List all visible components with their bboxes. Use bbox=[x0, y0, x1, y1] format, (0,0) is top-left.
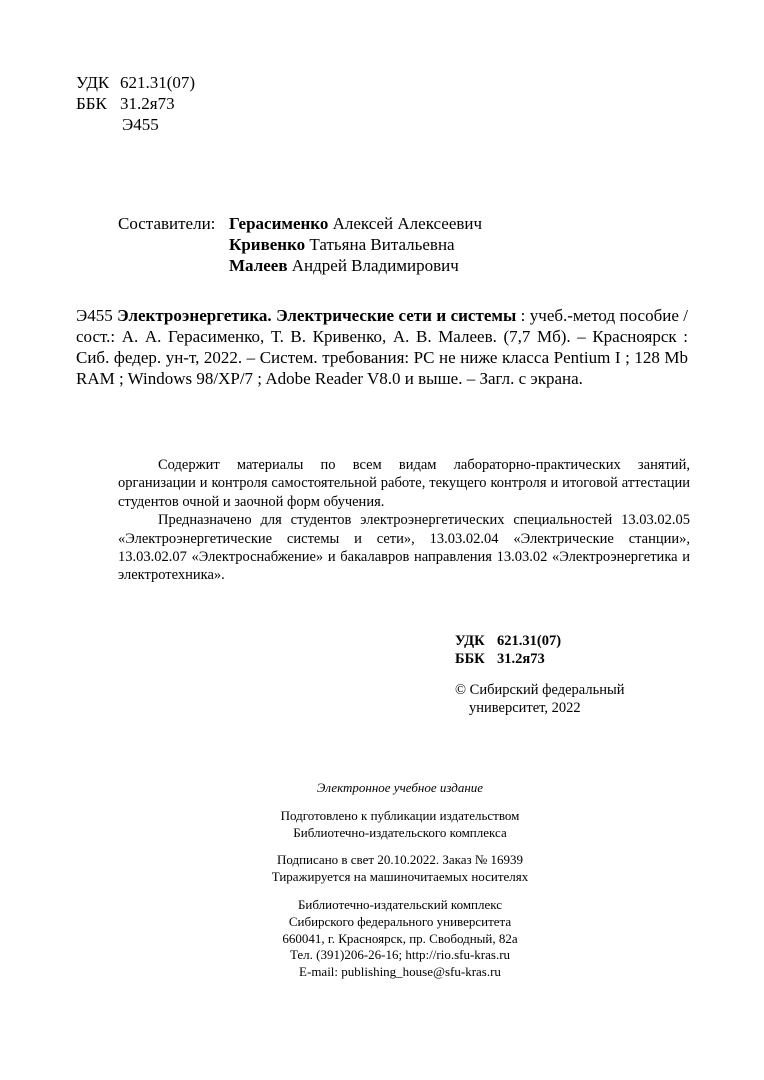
udk-value: 621.31(07) bbox=[120, 73, 196, 92]
annotation bbox=[118, 456, 690, 585]
compiler-surname: Герасименко bbox=[229, 214, 329, 233]
bbk-label: ББК bbox=[455, 651, 485, 668]
compiler-given-name: Алексей Алексеевич bbox=[332, 214, 483, 233]
imprint-line: Подписано в свет 20.10.2022. Заказ № 16939 bbox=[276, 852, 524, 868]
biblio-mark: Э455 bbox=[76, 306, 113, 325]
compiler-given-name: Андрей Владимирович bbox=[291, 256, 459, 275]
publisher-info bbox=[220, 897, 580, 981]
bbk-value: 31.2я73 bbox=[497, 651, 545, 668]
imprint-line: Сибирского федерального университета bbox=[288, 913, 512, 929]
compilers-label: Составители: bbox=[118, 214, 216, 233]
publisher-address: 660041, г. Красноярск, пр. Свободный, 82а bbox=[282, 930, 518, 946]
imprint-line: Тиражируется на машиночитаемых носителях bbox=[271, 869, 529, 885]
compiler-surname: Кривенко bbox=[229, 235, 306, 254]
copyright-line: © Сибирский федеральный bbox=[455, 682, 625, 698]
bbk-row bbox=[76, 93, 195, 114]
compilers-block bbox=[118, 213, 482, 276]
imprint bbox=[220, 780, 580, 981]
compiler-row bbox=[118, 213, 482, 234]
biblio-paragraph bbox=[76, 305, 688, 389]
author-mark: Э455 bbox=[122, 115, 159, 134]
compiler-row bbox=[118, 234, 482, 255]
bbk-value: 31.2я73 bbox=[120, 94, 175, 113]
udk-label: УДК bbox=[76, 73, 110, 92]
biblio-details: : учеб.-метод пособие / сост.: А. А. Герасименко, Т. В. Кривенко, А. В. Малеев. (7,7 Мб). – Красноярск : Сиб. федер. ун-т, 2022. – Систем. требования: PC не ниже класса Pentium I ; 128 Mb RAM ; Windows 98/XP/7 ; Adobe Reader V8.0 и выше. – Загл. с экрана. bbox=[76, 306, 689, 388]
classification-codes-bottom bbox=[455, 632, 561, 669]
annotation-paragraph: Содержит материалы по всем видам лабораторно-практических занятий, организации и контроля самостоятельной работе, текущего контроля и итоговой аттестации студентов очной и заочной форм обучения. bbox=[118, 457, 690, 510]
imprint-line: Подготовлено к публикации издательством bbox=[280, 807, 520, 823]
author-mark-row bbox=[76, 114, 195, 135]
compiler-row bbox=[118, 255, 482, 276]
book-title: Электроэнергетика. Электрические сети и системы bbox=[117, 306, 517, 325]
preparation-info bbox=[220, 808, 580, 842]
bbk-row bbox=[455, 650, 561, 668]
copyright-notice bbox=[455, 681, 624, 718]
udk-label: УДК bbox=[455, 633, 485, 649]
udk-value: 621.31(07) bbox=[497, 633, 562, 649]
imprint-line: Библиотечно-издательского комплекса bbox=[293, 824, 507, 840]
bibliographic-description bbox=[76, 305, 688, 389]
udk-row bbox=[76, 72, 195, 93]
compiler-surname: Малеев bbox=[229, 256, 288, 275]
compiler-given-name: Татьяна Витальевна bbox=[309, 235, 455, 254]
edition-type: Электронное учебное издание bbox=[316, 780, 484, 795]
publication-info bbox=[220, 852, 580, 886]
publisher-email: E-mail: publishing_house@sfu-kras.ru bbox=[299, 964, 501, 980]
bbk-label: ББК bbox=[76, 94, 107, 113]
classification-codes-top bbox=[76, 72, 195, 135]
copyright-line: университет, 2022 bbox=[469, 700, 581, 717]
udk-row bbox=[455, 632, 561, 650]
annotation-paragraph: Предназначено для студентов электроэнергетических специальностей 13.03.02.05 «Электроэнергетические системы и сети», 13.03.02.04 «Электрические станции», 13.03.02.07 «Электроснабжение» и бакалавров направления 13.03.02 «Электроэнергетика и электротехника». bbox=[118, 512, 690, 584]
imprint-line: Библиотечно-издательский комплекс bbox=[297, 896, 503, 912]
publisher-phone: Тел. (391)206-26-16; http://rio.sfu-kras.ru bbox=[289, 947, 511, 963]
